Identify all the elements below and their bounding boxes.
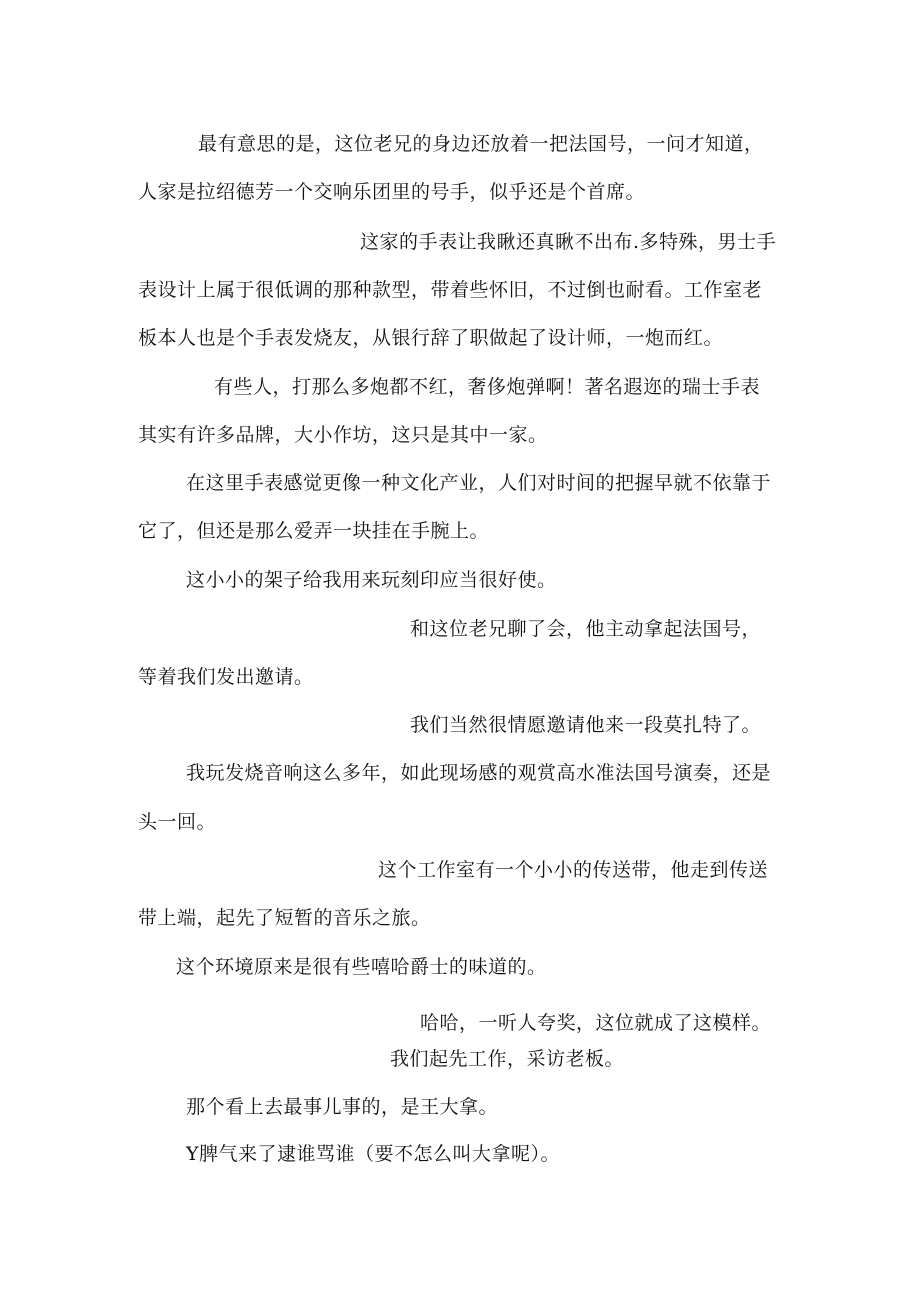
text-line-16: 这个工作室有一个小小的传送带，他走到传送 (378, 859, 769, 881)
text-line-3: 这家的手表让我瞅还真瞅不出布.多特殊，男士手 (360, 231, 777, 253)
text-line-20: 我们起先工作，采访老板。 (390, 1048, 625, 1070)
text-line-6: 有些人，打那么多炮都不红，奢侈炮弹啊！著名遐迩的瑞士手表 (214, 376, 761, 398)
text-line-22: Y脾气来了逮谁骂谁（要不怎么叫大拿呢）。 (186, 1143, 561, 1165)
text-line-17: 带上端，起先了短暂的音乐之旅。 (138, 907, 431, 929)
text-line-15: 头一回。 (138, 811, 217, 833)
text-line-18: 这个环境原来是很有些嘻哈爵士的味道的。 (176, 956, 547, 978)
text-line-11: 和这位老兄聊了会，他主动拿起法国号， (410, 618, 762, 640)
text-line-10: 这小小的架子给我用来玩刻印应当很好使。 (186, 569, 557, 591)
text-line-14: 我玩发烧音响这么多年，如此现场感的观赏高水准法国号演奏，还是 (186, 762, 772, 784)
text-line-19: 哈哈，一听人夸奖，这位就成了这模样。 (420, 1012, 772, 1034)
text-line-2: 人家是拉绍德芳一个交响乐团里的号手，似乎还是个首席。 (138, 181, 646, 203)
text-line-8: 在这里手表感觉更像一种文化产业，人们对时间的把握早就不依靠于 (186, 472, 772, 494)
text-line-1: 最有意思的是，这位老兄的身边还放着一把法国号，一问才知道， (198, 133, 764, 155)
text-line-7: 其实有许多品牌，大小作坊，这只是其中一家。 (138, 424, 548, 446)
text-line-12: 等着我们发出邀请。 (138, 666, 314, 688)
text-line-4: 表设计上属于很低调的那种款型，带着些怀旧，不过倒也耐看。工作室老 (138, 279, 763, 301)
text-line-5: 板本人也是个手表发烧友，从银行辞了职做起了设计师，一炮而红。 (138, 327, 724, 349)
text-line-9: 它了，但还是那么爱弄一块挂在手腕上。 (138, 520, 490, 542)
text-line-21: 那个看上去最事儿事的，是王大拿。 (186, 1096, 499, 1118)
text-line-13: 我们当然很情愿邀请他来一段莫扎特了。 (410, 714, 762, 736)
